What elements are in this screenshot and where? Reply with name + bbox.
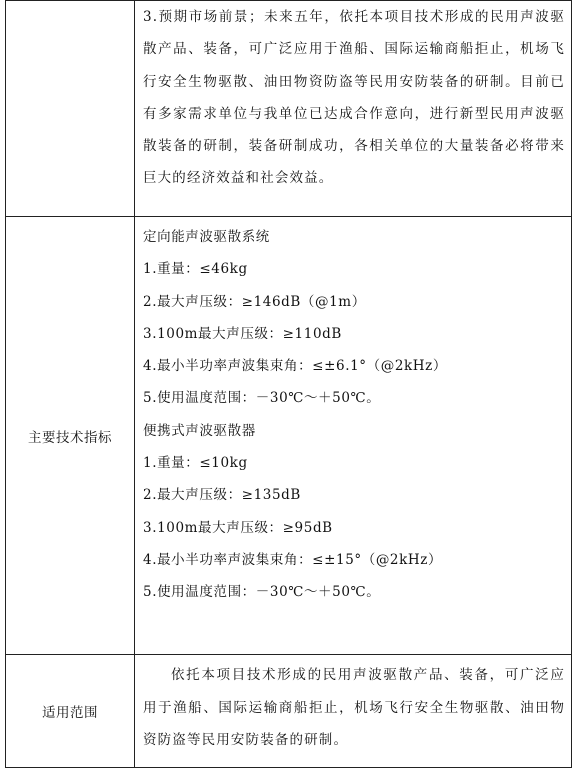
portable-device-specs (143, 415, 565, 609)
spec-item: 1.重量：≤46kg (143, 261, 248, 278)
portable-device-title: 便携式声波驱散器 (143, 422, 256, 439)
specs-content-cell (135, 217, 572, 655)
spec-item: 5.使用温度范围：－30℃～＋50℃。 (143, 390, 381, 407)
spec-item: 4.最小半功率声波集束角：≤±15°（@2kHz） (143, 551, 443, 568)
directional-system-specs (143, 217, 565, 415)
spec-item: 5.使用温度范围：－30℃～＋50℃。 (143, 584, 381, 601)
specs-label: 主要技术指标 (6, 217, 135, 655)
spec-item: 3.100m最大声压级：≥110dB (143, 325, 342, 342)
market-label-cell (6, 1, 135, 217)
spec-item: 3.100m最大声压级：≥95dB (143, 519, 333, 536)
spec-item: 4.最小半功率声波集束角：≤±6.1°（@2kHz） (143, 358, 447, 375)
specs-row (6, 217, 572, 655)
market-content-cell (135, 1, 572, 217)
spec-item: 2.最大声压级：≥135dB (143, 487, 301, 504)
market-prospect-text: 3.预期市场前景；未来五年，依托本项目技术形成的民用声波驱散产品、装备，可广泛应用于渔船、国际运输商船拒止，机场飞行安全生物驱散、油田物资防盗等民用安防装备的研制。目前已有多家需求单位与我单位已达成合作意向，进行新型民用声波驱散装备的研制，装备研制成功，各相关单位的大量装备必将带来巨大的经济效益和社会效益。 (143, 9, 565, 187)
scope-row (6, 655, 572, 768)
scope-text: 依托本项目技术形成的民用声波驱散产品、装备，可广泛应用于渔船、国际运输商船拒止，机场飞行安全生物驱散、油田物资防盗等民用安防装备的研制。 (143, 667, 565, 749)
spec-item: 2.最大声压级：≥146dB（@1m） (143, 293, 366, 310)
market-row (6, 1, 572, 217)
spec-item: 1.重量：≤10kg (143, 455, 248, 472)
directional-system-title: 定向能声波驱散系统 (143, 229, 270, 245)
scope-content-cell (135, 655, 572, 768)
document-table (5, 0, 572, 768)
scope-label: 适用范围 (6, 655, 135, 768)
